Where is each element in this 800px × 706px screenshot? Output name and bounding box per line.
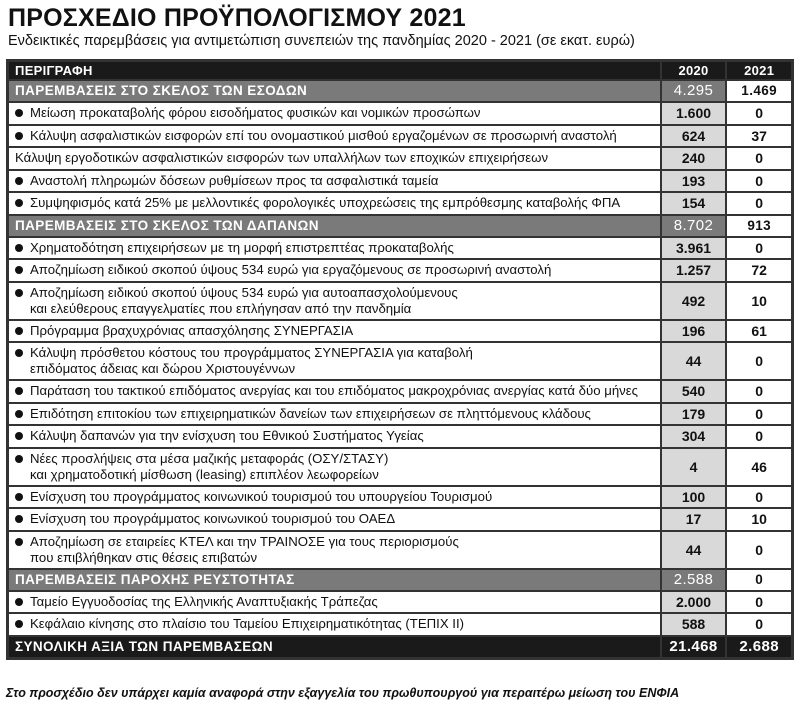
- bullet-icon: [15, 177, 23, 185]
- row-description-content: [15, 383, 638, 399]
- row-value-2021: 0: [727, 238, 791, 259]
- row-value-2020: 179: [662, 404, 726, 425]
- row-text-line: επιδόματος άδειας και δώρου Χριστουγέννων: [30, 361, 296, 376]
- row-text-line: Αποζημίωση ειδικού σκοπού ύψους 534 ευρώ για αυτοαπασχολούμενους: [30, 284, 458, 300]
- row-text-line: και χρηματοδοτική μίσθωση (leasing) επιπλέον λεωφορείων: [30, 466, 379, 482]
- row-text-line: Αποζημίωση ειδικού σκοπού ύψους 534 ευρώ για εργαζόμενους σε προσωρινή αναστολή: [30, 262, 552, 278]
- total-row: [9, 637, 791, 657]
- bullet-icon: [15, 327, 23, 335]
- row-text-line: Χρηματοδότηση επιχειρήσεων με τη μορφή επιστρεπτέας προκαταβολής: [30, 239, 454, 255]
- row-value-2021: 0: [727, 532, 791, 568]
- bullet-icon: [15, 538, 23, 546]
- row-description: [9, 126, 660, 147]
- section-title: ΠΑΡΕΜΒΑΣΕΙΣ ΠΑΡΟΧΗΣ ΡΕΥΣΤΟΤΗΤΑΣ: [9, 570, 660, 590]
- row-value-2021: 0: [727, 148, 791, 169]
- budget-table: [6, 59, 794, 660]
- row-text-line: Κάλυψη δαπανών για την ενίσχυση του Εθνικού Συστήματος Υγείας: [30, 428, 424, 444]
- row-description: [9, 614, 660, 635]
- bullet-icon: [15, 432, 23, 440]
- bullet-icon: [15, 598, 23, 606]
- section-row: [9, 570, 791, 590]
- row-value-2021: 0: [727, 487, 791, 508]
- row-description-content: [15, 345, 473, 377]
- row-text: [30, 594, 378, 610]
- row-value-2021: 10: [727, 283, 791, 319]
- total-value-2020: 21.468: [662, 637, 726, 657]
- section-value-2020: 8.702: [662, 216, 726, 236]
- table-row: [9, 126, 791, 147]
- bullet-icon: [15, 410, 23, 418]
- row-text: [30, 616, 464, 632]
- row-text: [30, 173, 438, 189]
- table-row: [9, 148, 791, 169]
- row-value-2020: 193: [662, 171, 726, 192]
- table-row: [9, 321, 791, 342]
- row-description-content: [15, 594, 378, 610]
- row-text: [30, 511, 395, 527]
- row-value-2021: 0: [727, 343, 791, 379]
- row-description: [9, 171, 660, 192]
- row-value-2020: 100: [662, 487, 726, 508]
- bullet-icon: [15, 515, 23, 523]
- row-text-line: Ενίσχυση του προγράμματος κοινωνικού τουρισμού του ΟΑΕΔ: [30, 511, 396, 527]
- section-value-2021: 1.469: [727, 81, 791, 101]
- row-description-content: [15, 489, 492, 505]
- row-text: [30, 262, 551, 278]
- row-value-2020: 588: [662, 614, 726, 635]
- row-description-content: [15, 128, 617, 144]
- section-value-2020: 4.295: [662, 81, 726, 101]
- row-description: [9, 381, 660, 402]
- table-row: [9, 614, 791, 635]
- row-description: [9, 103, 660, 124]
- row-text: [30, 489, 492, 505]
- page-subtitle: Ενδεικτικές παρεμβάσεις για αντιμετώπιση συνεπειών της πανδημίας 2020 - 2021 (σε εκατ. ευρώ): [8, 33, 635, 49]
- row-text: [30, 105, 481, 121]
- table-row: [9, 449, 791, 485]
- total-title: ΣΥΝΟΛΙΚΗ ΑΞΙΑ ΤΩΝ ΠΑΡΕΜΒΑΣΕΩΝ: [9, 637, 660, 657]
- row-value-2021: 61: [727, 321, 791, 342]
- bullet-icon: [15, 244, 23, 252]
- bullet-icon: [15, 132, 23, 140]
- row-text-line: Μείωση προκαταβολής φόρου εισοδήματος φυσικών και νομικών προσώπων: [30, 105, 481, 121]
- row-text: [30, 195, 620, 211]
- row-description-content: [15, 616, 464, 632]
- row-description-content: [15, 406, 591, 422]
- header-2020: 2020: [662, 62, 726, 79]
- bullet-icon: [15, 620, 23, 628]
- row-text: [30, 406, 591, 422]
- total-value-2021: 2.688: [727, 637, 791, 657]
- bullet-icon: [15, 387, 23, 395]
- row-description: [9, 404, 660, 425]
- section-row: [9, 81, 791, 101]
- row-description-content: [15, 428, 424, 444]
- footnote: Στο προσχέδιο δεν υπάρχει καμία αναφορά στην εξαγγελία του πρωθυπουργού για περαιτέρω μείωση του ΕΝΦΙΑ: [6, 686, 680, 700]
- bullet-icon: [15, 266, 23, 274]
- row-description: [9, 343, 660, 379]
- row-description-content: [15, 240, 454, 256]
- row-value-2020: 304: [662, 426, 726, 447]
- row-text-line: Κάλυψη εργοδοτικών ασφαλιστικών εισφορών των υπαλλήλων των εποχικών επιχειρήσεων: [15, 150, 549, 166]
- row-description-content: [15, 150, 548, 166]
- table-row: [9, 592, 791, 613]
- row-description-content: [15, 173, 438, 189]
- table-row: [9, 193, 791, 214]
- row-value-2021: 0: [727, 171, 791, 192]
- row-value-2020: 492: [662, 283, 726, 319]
- row-description-content: [15, 195, 620, 211]
- row-description: [9, 283, 660, 319]
- row-value-2020: 540: [662, 381, 726, 402]
- bullet-icon: [15, 493, 23, 501]
- bullet-icon: [15, 455, 23, 463]
- row-description-content: [15, 451, 388, 483]
- row-value-2021: 10: [727, 509, 791, 530]
- table-header-row: [9, 62, 791, 79]
- section-row: [9, 216, 791, 236]
- row-value-2020: 240: [662, 148, 726, 169]
- row-description-content: [15, 105, 481, 121]
- table-row: [9, 404, 791, 425]
- row-description-content: [15, 323, 353, 339]
- row-value-2020: 2.000: [662, 592, 726, 613]
- row-value-2020: 3.961: [662, 238, 726, 259]
- row-value-2021: 0: [727, 404, 791, 425]
- section-value-2021: 0: [727, 570, 791, 590]
- row-value-2021: 72: [727, 260, 791, 281]
- row-text: [30, 428, 424, 444]
- row-description: [9, 592, 660, 613]
- row-value-2021: 0: [727, 103, 791, 124]
- row-text-line: Νέες προσλήψεις στα μέσα μαζικής μεταφοράς (ΟΣΥ/ΣΤΑΣΥ): [30, 450, 389, 466]
- row-text-line: Κάλυψη πρόσθετου κόστους του προγράμματος ΣΥΝΕΡΓΑΣΙΑ για καταβολή: [30, 345, 473, 360]
- row-value-2020: 1.600: [662, 103, 726, 124]
- row-value-2020: 4: [662, 449, 726, 485]
- row-value-2020: 1.257: [662, 260, 726, 281]
- header-description: ΠΕΡΙΓΡΑΦΗ: [9, 62, 660, 79]
- row-text: [15, 150, 548, 166]
- row-value-2021: 0: [727, 381, 791, 402]
- row-value-2021: 0: [727, 614, 791, 635]
- table-row: [9, 238, 791, 259]
- table-row: [9, 103, 791, 124]
- table-row: [9, 260, 791, 281]
- row-text: [30, 128, 617, 144]
- section-title: ΠΑΡΕΜΒΑΣΕΙΣ ΣΤΟ ΣΚΕΛΟΣ ΤΩΝ ΔΑΠΑΝΩΝ: [9, 216, 660, 236]
- row-description: [9, 487, 660, 508]
- table-row: [9, 283, 791, 319]
- row-value-2020: 154: [662, 193, 726, 214]
- row-description: [9, 509, 660, 530]
- table-row: [9, 509, 791, 530]
- row-text: [30, 383, 638, 399]
- row-description: [9, 260, 660, 281]
- row-description-content: [15, 285, 458, 317]
- row-text-line: Συμψηφισμός κατά 25% με μελλοντικές φορολογικές υποχρεώσεις της εμπρόθεσμης καταβολής ΦΠΑ: [30, 195, 621, 211]
- section-title: ΠΑΡΕΜΒΑΣΕΙΣ ΣΤΟ ΣΚΕΛΟΣ ΤΩΝ ΕΣΟΔΩΝ: [9, 81, 660, 101]
- row-value-2020: 624: [662, 126, 726, 147]
- bullet-icon: [15, 289, 23, 297]
- row-text-line: Αναστολή πληρωμών δόσεων ρυθμίσεων προς τα ασφαλιστικά ταμεία: [30, 172, 439, 188]
- row-text: [30, 534, 459, 566]
- bullet-icon: [15, 349, 23, 357]
- row-description-content: [15, 534, 459, 566]
- row-value-2020: 196: [662, 321, 726, 342]
- row-description: [9, 321, 660, 342]
- row-value-2021: 37: [727, 126, 791, 147]
- row-description: [9, 238, 660, 259]
- table-row: [9, 487, 791, 508]
- bullet-icon: [15, 199, 23, 207]
- table-row: [9, 381, 791, 402]
- row-value-2020: 17: [662, 509, 726, 530]
- row-description: [9, 148, 660, 169]
- section-value-2021: 913: [727, 216, 791, 236]
- row-text-line: Παράταση του τακτικού επιδόματος ανεργίας και του επιδόματος μακροχρόνιας ανεργίας κατά δύο μήνες: [30, 383, 638, 399]
- row-value-2021: 46: [727, 449, 791, 485]
- row-text: [30, 285, 458, 317]
- row-text: [30, 345, 473, 377]
- row-description: [9, 426, 660, 447]
- row-description: [9, 532, 660, 568]
- table-row: [9, 532, 791, 568]
- section-value-2020: 2.588: [662, 570, 726, 590]
- table-row: [9, 171, 791, 192]
- table-row: [9, 426, 791, 447]
- row-value-2020: 44: [662, 343, 726, 379]
- row-text-line: Αποζημίωση σε εταιρείες ΚΤΕΛ και την ΤΡΑΙΝΟΣΕ για τους περιορισμούς: [30, 533, 459, 549]
- row-value-2021: 0: [727, 426, 791, 447]
- row-text-line: Πρόγραμμα βραχυχρόνιας απασχόλησης ΣΥΝΕΡΓΑΣΙΑ: [30, 322, 354, 338]
- row-description: [9, 193, 660, 214]
- table-row: [9, 343, 791, 379]
- row-description: [9, 449, 660, 485]
- row-description-content: [15, 511, 395, 527]
- page-title: ΠΡΟΣΧΕΔΙΟ ΠΡΟΫΠΟΛΟΓΙΣΜΟΥ 2021: [8, 4, 466, 32]
- row-text-line: Ενίσχυση του προγράμματος κοινωνικού τουρισμού του υπουργείου Τουρισμού: [30, 488, 493, 504]
- row-value-2020: 44: [662, 532, 726, 568]
- row-description-content: [15, 262, 551, 278]
- row-text-line: Κεφάλαιο κίνησης στο πλαίσιο του Ταμείου Επιχειρηματικότητας (ΤΕΠΙΧ ΙΙ): [30, 616, 465, 632]
- row-text-line: Ταμείο Εγγυοδοσίας της Ελληνικής Αναπτυξιακής Τράπεζας: [30, 593, 378, 609]
- row-text-line: που επιβλήθηκαν στις θέσεις επιβατών: [30, 549, 258, 565]
- row-text: [30, 240, 454, 256]
- row-value-2021: 0: [727, 592, 791, 613]
- row-text-line: Επιδότηση επιτοκίου των επιχειρηματικών δανείων των επιχειρήσεων σε πληττόμενους κλάδους: [30, 405, 591, 421]
- header-2021: 2021: [727, 62, 791, 79]
- row-text-line: και ελεύθερους επαγγελματίες που επλήγησαν από την πανδημία: [30, 300, 412, 316]
- bullet-icon: [15, 109, 23, 117]
- row-text-line: Κάλυψη ασφαλιστικών εισφορών επί του ονομαστικού μισθού εργαζομένων σε προσωρινή αναστολή: [30, 127, 617, 143]
- row-text: [30, 323, 353, 339]
- row-value-2021: 0: [727, 193, 791, 214]
- row-text: [30, 451, 388, 483]
